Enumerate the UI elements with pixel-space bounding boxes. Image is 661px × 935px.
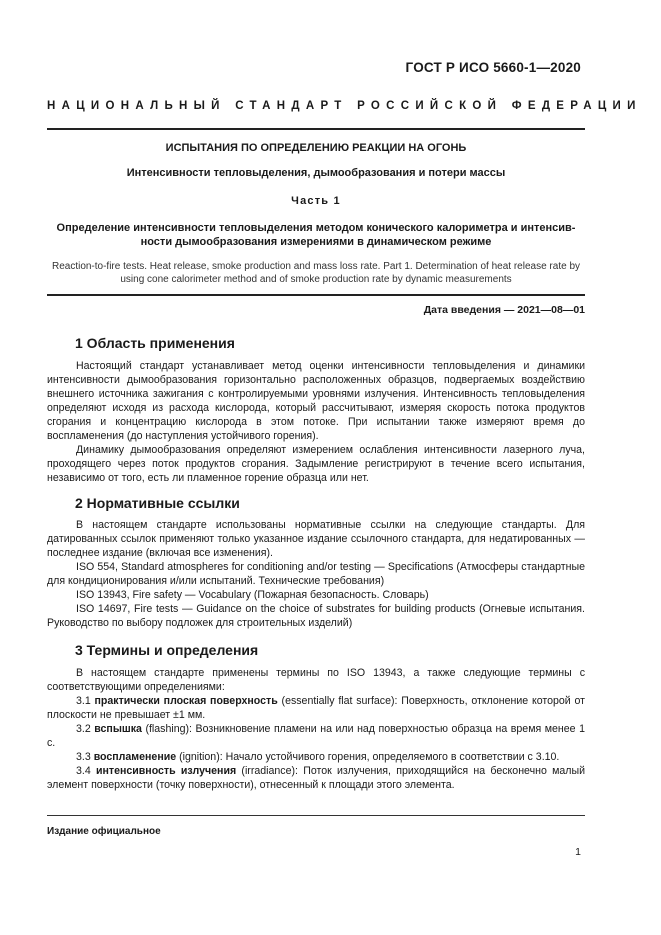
term-3-2 — [47, 722, 585, 750]
part-title-line: Определение интенсивности тепловыделения методом конического калориметра и интенсив- — [56, 222, 576, 234]
section-1-body — [47, 359, 585, 485]
paragraph: В настоящем стандарте применены термины по ISO 13943, а также следующие термины с соответствующими определениями: — [47, 667, 585, 693]
national-standard-banner: НАЦИОНАЛЬНЫЙ СТАНДАРТ РОССИЙСКОЙ ФЕДЕРАЦИИ — [47, 100, 642, 112]
section-3-heading: 3 Термины и определения — [75, 642, 259, 658]
term-definition: (essentially flat surface): Поверхность, отклонение которой от плоскости не превышает ±1 мм. — [47, 695, 586, 721]
header-divider — [47, 128, 585, 130]
term-number: 3.2 — [76, 723, 91, 735]
section-1-heading: 1 Область применения — [75, 335, 235, 351]
term-3-4 — [47, 764, 585, 792]
page-number: 1 — [575, 846, 581, 858]
part-title — [47, 222, 585, 249]
document-code: ГОСТ Р ИСО 5660-1—2020 — [405, 60, 581, 75]
document-title: ИСПЫТАНИЯ ПО ОПРЕДЕЛЕНИЮ РЕАКЦИИ НА ОГОНЬ — [165, 142, 467, 154]
part-number: Часть 1 — [291, 195, 341, 207]
footer-divider — [47, 815, 585, 816]
term-number: 3.3 — [76, 751, 91, 763]
term-definition: (flashing): Возникновение пламени на или над поверхностью образца на время менее 1 с. — [47, 723, 585, 749]
term-name: воспламенение — [93, 751, 177, 763]
paragraph: Настоящий стандарт устанавливает метод оценки интенсивности тепловыделения и динамики интенсивности дымообразования горизонтально расположенных образцов, подвергаемых воздействию внешнего источника зажигания с контролируемыми уровнями излучения. Интенсивность тепловыделения определяют исходя из расхода кислорода, который рассчитывают, измеряя скорость потока продуктов сгорания и концентрацию кислорода в этом потоке. При испытании также измеряют время до воспламенения (до наступления устойчивого горения). — [47, 360, 585, 442]
reference-item: ISO 14697, Fire tests — Guidance on the choice of substrates for building products (Огневые испытания. Руководство по выбору подложек для строительных изделий) — [47, 603, 585, 629]
reference-item: ISO 554, Standard atmospheres for conditioning and/or testing — Specifications (Атмосферы стандартные для кондиционирования и/или испытаний. Технические требования) — [47, 561, 585, 587]
section-3-body — [47, 666, 585, 792]
section-2-heading: 2 Нормативные ссылки — [75, 495, 240, 511]
english-title-line: Reaction-to-fire tests. Heat release, smoke production and mass loss rate. Part 1. Determination of heat release rate by — [51, 261, 581, 272]
term-number: 3.4 — [76, 765, 91, 777]
term-definition: (irradiance): Поток излучения, приходящийся на бесконечно малый элемент поверхности (точку поверхности), отнесенный к площади этого элемента. — [47, 765, 585, 791]
paragraph: В настоящем стандарте использованы нормативные ссылки на следующие стандарты. Для датированных ссылок применяют только указанное издание ссылочного стандарта, для недатированных — последнее издание (включая все изменения). — [47, 519, 585, 559]
title-divider — [47, 294, 585, 296]
english-title — [47, 261, 585, 286]
term-3-1 — [47, 694, 585, 722]
english-title-line: using cone calorimeter method and of smoke production rate by dynamic measurements — [120, 273, 512, 285]
paragraph: Динамику дымообразования определяют измерением ослабления интенсивности лазерного луча, проходящего через поток продуктов сгорания. Задымление регистрируют в течение всего испытания, независимо от того, есть ли пламенное горение образца или нет. — [47, 444, 585, 484]
term-name: практически плоская поверхность — [94, 695, 278, 707]
term-definition: (ignition): Начало устойчивого горения, определяемого в соответствии с 3.10. — [179, 751, 560, 763]
introduction-date: Дата введения — 2021—08—01 — [423, 304, 585, 316]
part-title-line: ности дымообразования измерениями в динамическом режиме — [140, 235, 492, 248]
section-2-body — [47, 518, 585, 630]
term-name: вспышка — [94, 723, 142, 735]
term-3-3 — [47, 750, 585, 764]
official-edition-label: Издание официальное — [47, 826, 161, 837]
reference-item: ISO 13943, Fire safety — Vocabulary (Пожарная безопасность. Словарь) — [76, 589, 429, 601]
term-number: 3.1 — [76, 695, 91, 707]
document-subtitle: Интенсивности тепловыделения, дымообразования и потери массы — [126, 167, 506, 179]
term-name: интенсивность излучения — [96, 765, 237, 777]
